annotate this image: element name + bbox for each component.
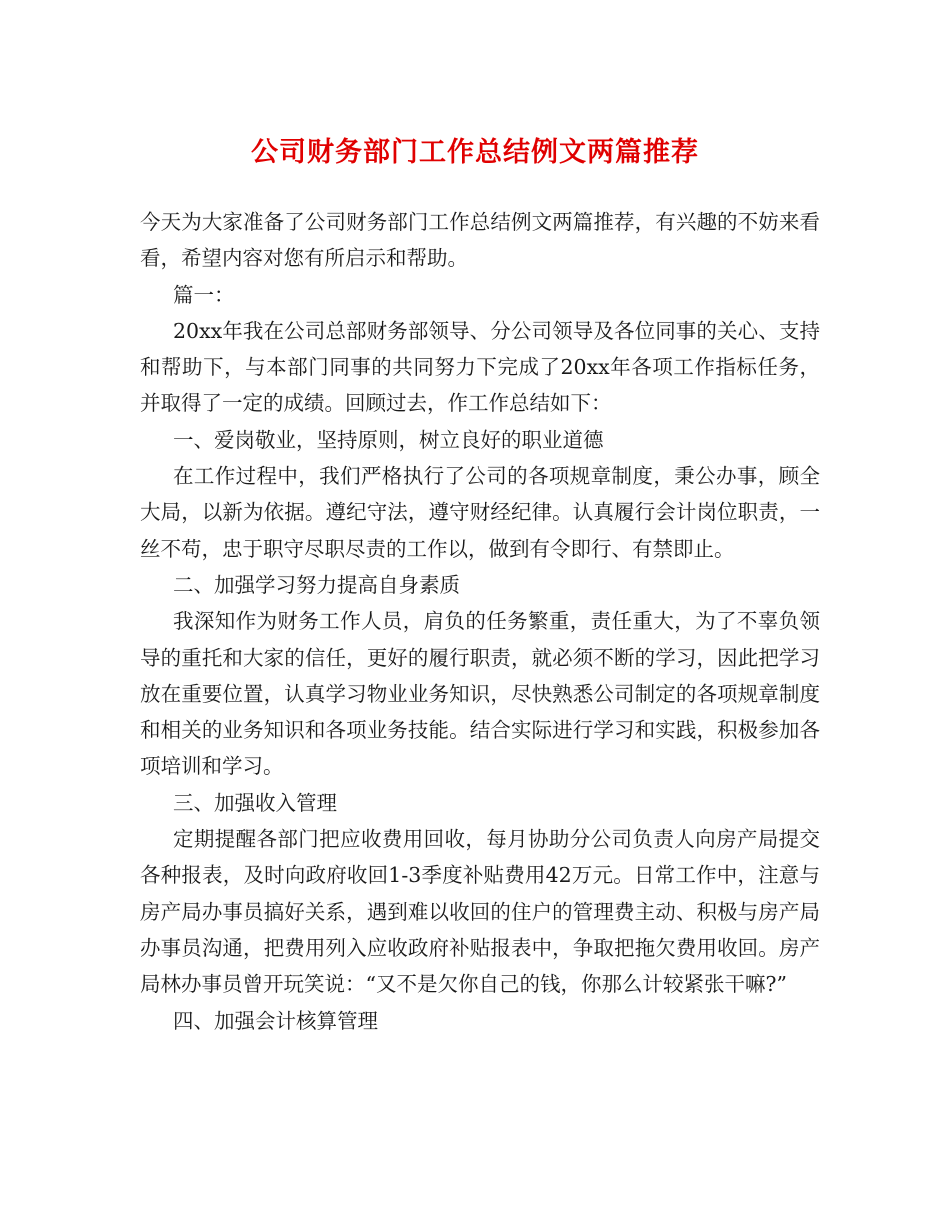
body-paragraph: 定期提醒各部门把应收费用回收，每月协助分公司负责人向房产局提交各种报表，及时向政府收回1-3季度补贴费用42万元。日常工作中，注意与房产局办事员搞好关系，遇到难以收回的住户的管理费主动、积极与房产局办事员沟通，把费用列入应收政府补贴报表中，争取把拖欠费用收回。房产局林办事员曾开玩笑说：“又不是欠你自己的钱，你那么计较紧张干嘛?” xyxy=(140,827,820,997)
section-heading: 四、加强会计核算管理 xyxy=(173,1008,378,1033)
body-paragraph: 20xx年我在公司总部财务部领导、分公司领导及各位同事的关心、支持和帮助下，与本部门同事的共同努力下完成了20xx年各项工作指标任务，并取得了一定的成绩。回顾过去，作工作总结如下： xyxy=(140,318,820,416)
document-title: 公司财务部门工作总结例文两篇推荐 xyxy=(251,137,699,168)
intro-paragraph: 今天为大家准备了公司财务部门工作总结例文两篇推荐，有兴趣的不妨来看看，希望内容对您有所启示和帮助。 xyxy=(140,210,820,271)
body-paragraph: 在工作过程中，我们严格执行了公司的各项规章制度，秉公办事，顾全大局，以新为依据。遵纪守法，遵守财经纪律。认真履行会计岗位职责，一丝不苟，忠于职守尽职尽责的工作以，做到有令即行、有禁即止。 xyxy=(140,464,820,561)
body-paragraph: 我深知作为财务工作人员，肩负的任务繁重，责任重大，为了不辜负领导的重托和大家的信任，更好的履行职责，就必须不断的学习，因此把学习放在重要位置，认真学习物业业务知识，尽快熟悉公司制定的各项规章制度和相关的业务知识和各项业务技能。结合实际进行学习和实践，积极参加各项培训和学习。 xyxy=(140,609,820,779)
section-label-part-one: 篇一： xyxy=(173,282,235,307)
section-heading: 一、爱岗敬业，坚持原则，树立良好的职业道德 xyxy=(173,427,604,452)
section-heading: 二、加强学习努力提高自身素质 xyxy=(173,572,460,597)
document-body xyxy=(140,204,820,1039)
section-heading: 三、加强收入管理 xyxy=(173,790,337,815)
